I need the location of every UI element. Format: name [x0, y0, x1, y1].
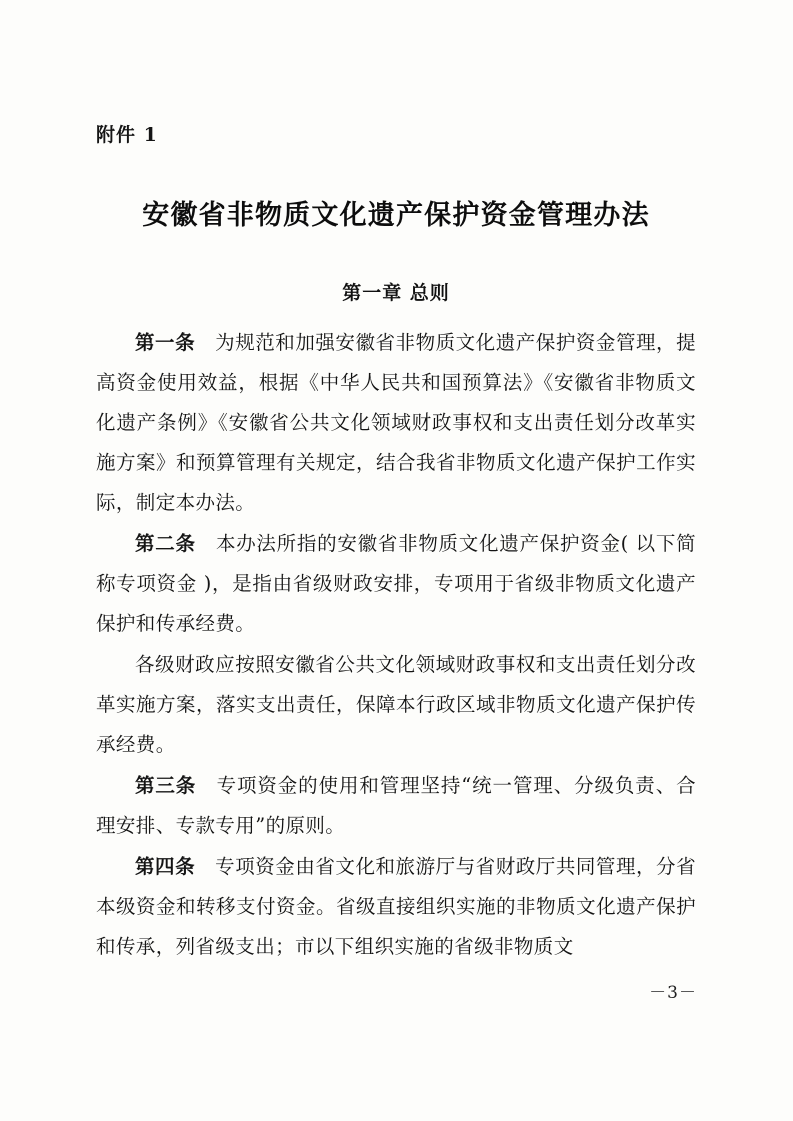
- attachment-label: 附件 1: [96, 124, 158, 146]
- paragraph: [96, 323, 696, 523]
- page-number: －3－: [649, 983, 697, 1003]
- paragraph: [96, 524, 696, 644]
- paragraph-text: 专项资金由省文化和旅游厅与省财政厅共同管理，分省本级资金和转移支付资金。省级直接组织实施的非物质文化遗产保护和传承，列省级支出；市以下组织实施的省级非物质文: [96, 855, 696, 958]
- paragraph: [96, 847, 696, 967]
- paragraph: [96, 645, 696, 765]
- paragraph: [96, 766, 696, 846]
- paragraph-text: 专项资金的使用和管理坚持“统一管理、分级负责、合理安排、专款专用”的原则。: [96, 774, 696, 837]
- paragraph-text: 为规范和加强安徽省非物质文化遗产保护资金管理，提高资金使用效益，根据《中华人民共和国预算法》《安徽省非物质文化遗产条例》《安徽省公共文化领域财政事权和支出责任划分改革实施方案》和预算管理有关规定，结合我省非物质文化遗产保护工作实际，制定本办法。: [96, 331, 696, 514]
- article-label: 第二条: [135, 532, 196, 555]
- page-content: [96, 120, 696, 968]
- article-label: 第三条: [135, 774, 197, 797]
- paragraph-text: 本办法所指的安徽省非物质文化遗产保护资金( 以下简称专项资金 )，是指由省级财政安排，专项用于省级非物质文化遗产保护和传承经费。: [96, 532, 696, 635]
- article-label: 第四条: [135, 855, 196, 878]
- paragraph-text: 各级财政应按照安徽省公共文化领域财政事权和支出责任划分改革实施方案，落实支出责任，保障本行政区域非物质文化遗产保护传承经费。: [96, 653, 696, 756]
- chapter-heading: 第一章 总则: [342, 282, 450, 304]
- article-label: 第一条: [135, 331, 196, 354]
- page-title: 安徽省非物质文化遗产保护资金管理办法: [142, 200, 650, 231]
